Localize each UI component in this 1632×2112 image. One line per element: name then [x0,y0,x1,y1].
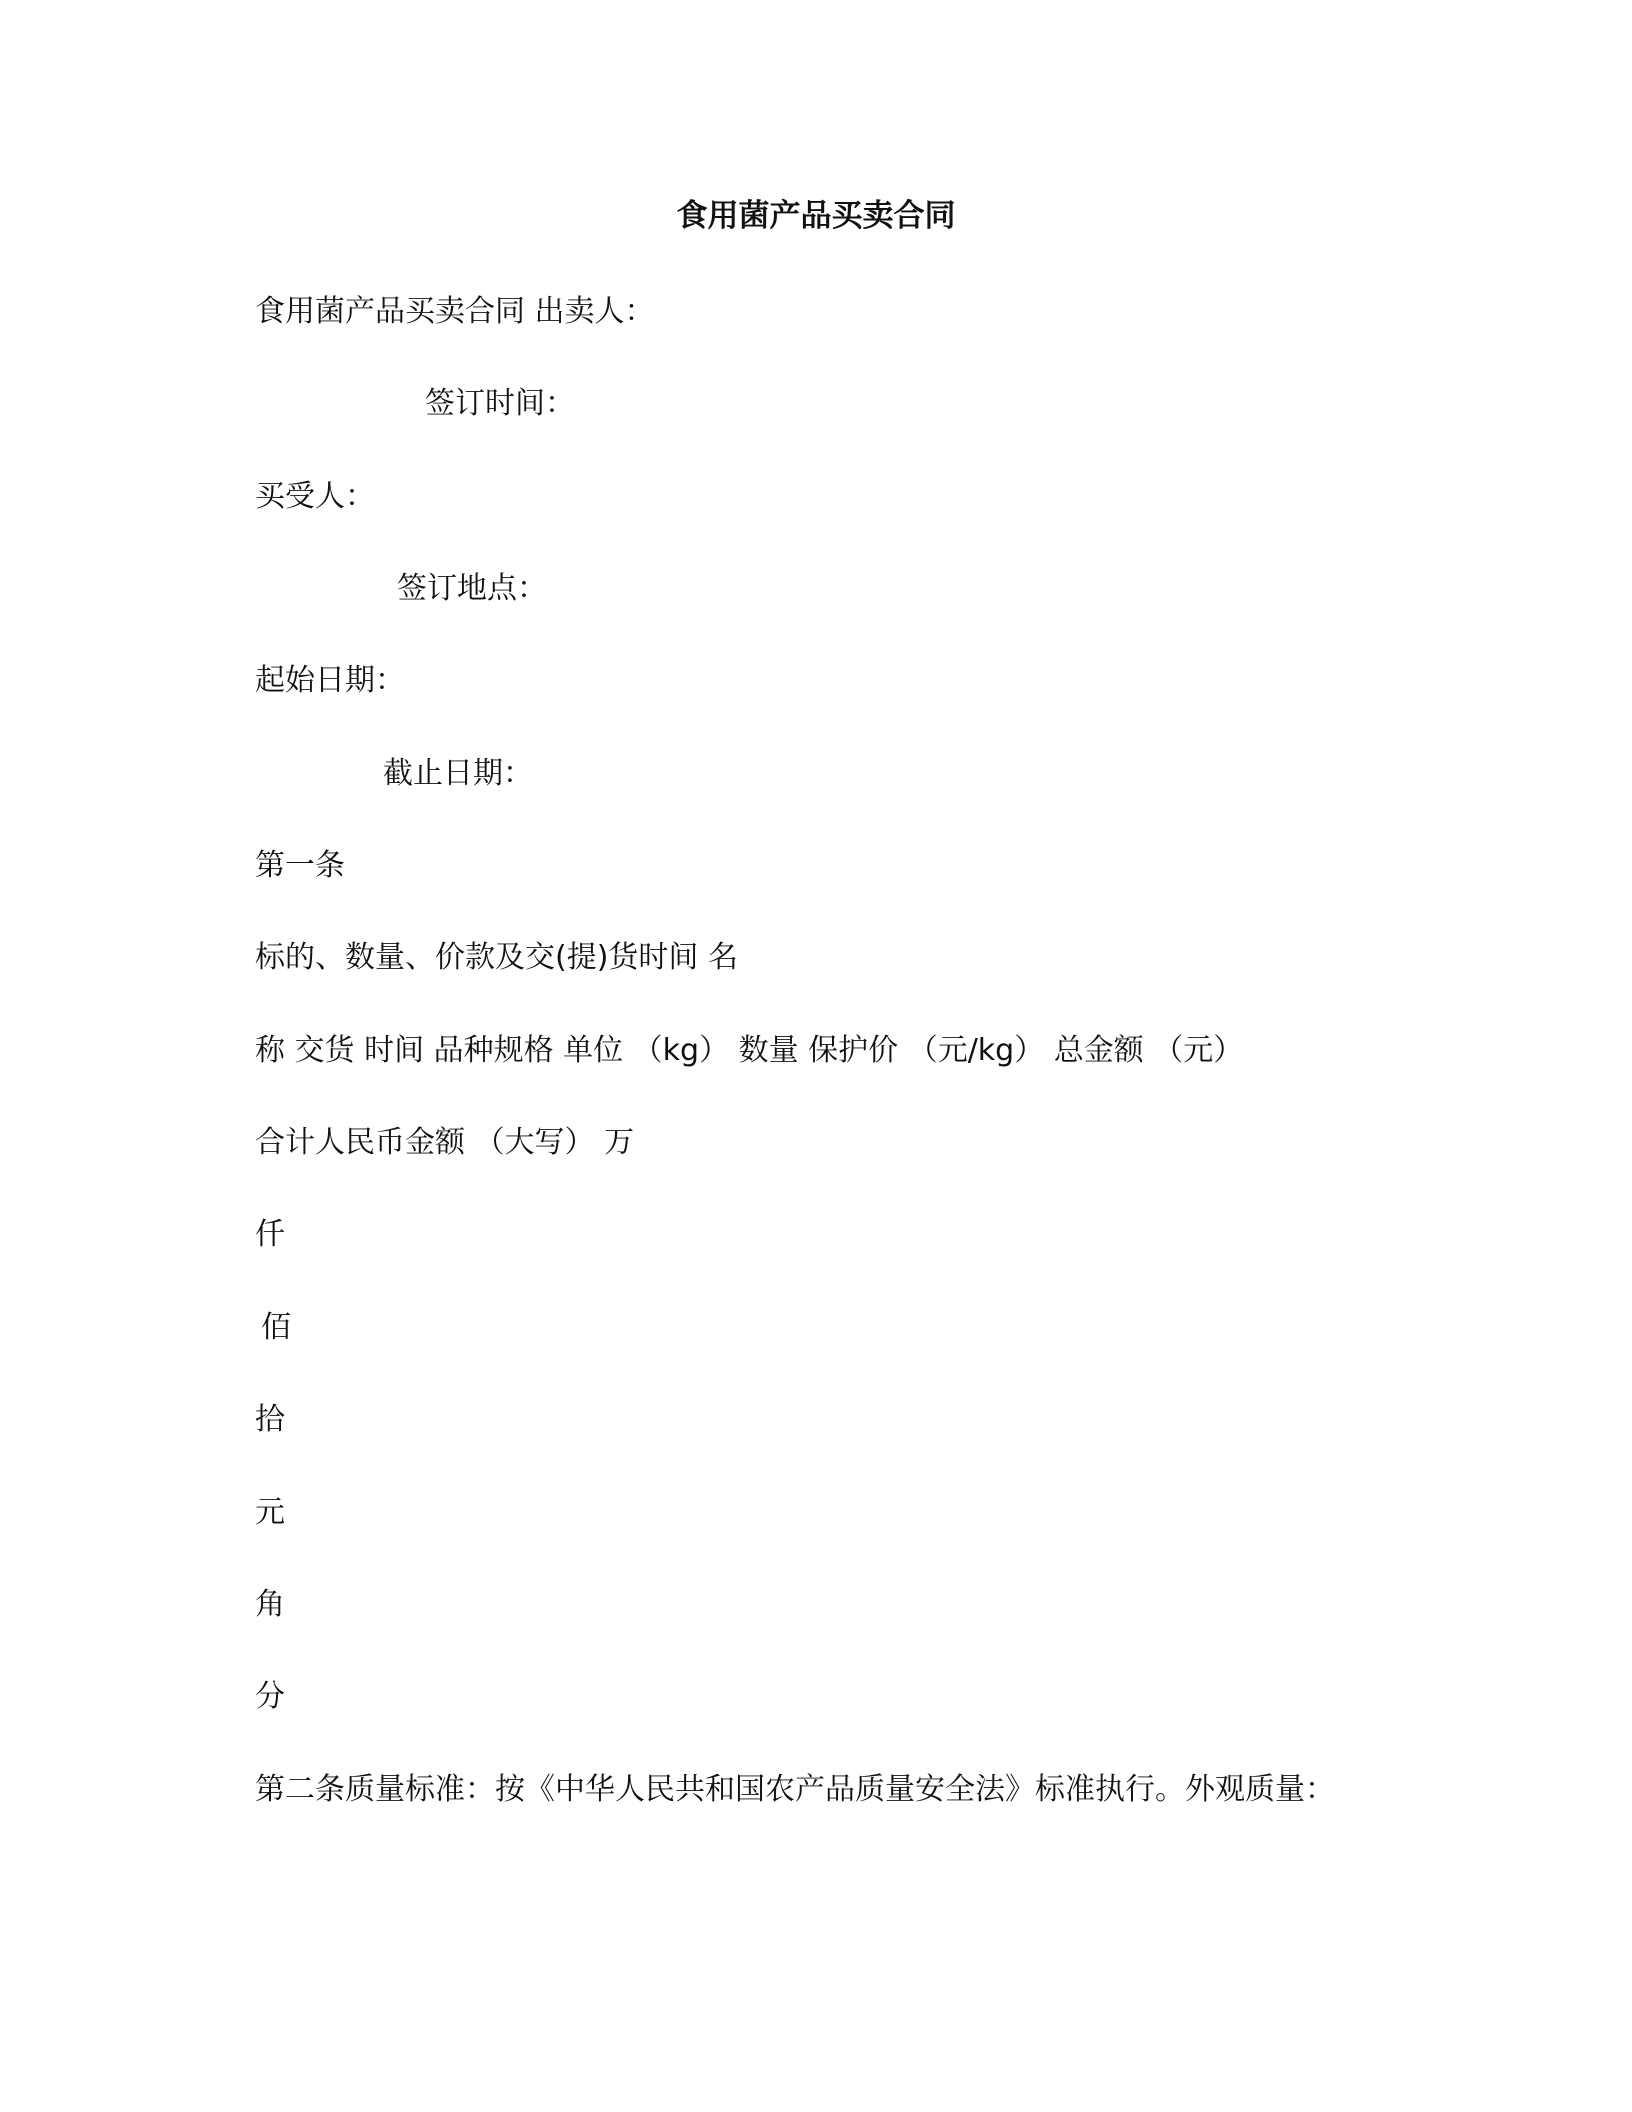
amount-unit-fen: 分 [255,1679,285,1714]
amount-unit-yuan: 元 [255,1495,285,1530]
amount-unit-bai: 佰 [261,1310,291,1345]
signing-time-line: 签订时间： [425,386,575,421]
amount-unit-qian: 仟 [255,1217,285,1252]
table-header-line: 称 交货 时间 品种规格 单位 （kg） 数量 保护价 （元/kg） 总金额 （元） [255,1033,1244,1068]
amount-unit-shi: 拾 [255,1402,285,1437]
start-date-line: 起始日期： [255,663,405,698]
document-title: 食用菌产品买卖合同 [676,198,956,234]
end-date-line: 截止日期： [383,756,533,791]
signing-place-line: 签订地点： [397,571,547,606]
article-two-quality-line: 第二条质量标准：按《中华人民共和国农产品质量安全法》标准执行。外观质量： [255,1772,1335,1807]
seller-line: 食用菌产品买卖合同 出卖人： [255,294,655,329]
total-amount-line: 合计人民币金额 （大写） 万 [255,1125,635,1160]
article-one-subject-line: 标的、数量、价款及交(提)货时间 名 [255,940,738,975]
article-one-heading: 第一条 [255,848,345,883]
buyer-line: 买受人： [255,479,375,514]
amount-unit-jiao: 角 [255,1587,285,1622]
